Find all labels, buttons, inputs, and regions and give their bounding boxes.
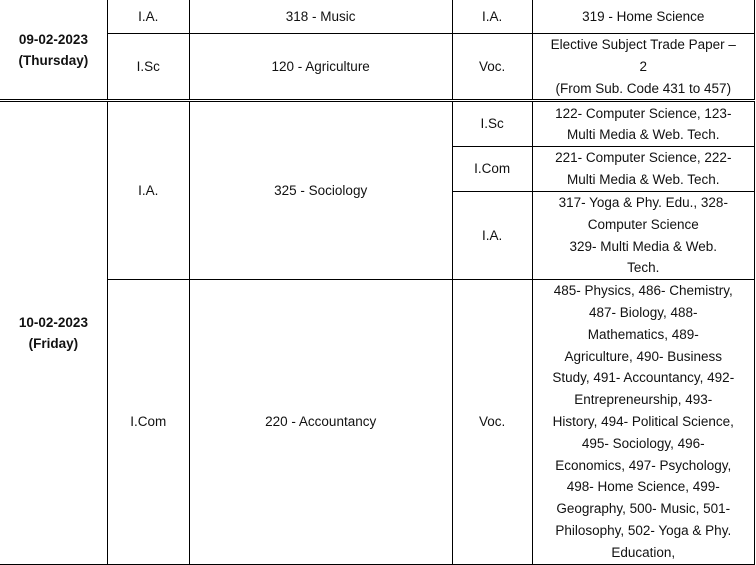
subject-cell: 220 - Accountancy bbox=[189, 280, 452, 564]
date-cell bbox=[0, 0, 107, 101]
stream-cell: I.A. bbox=[452, 191, 532, 279]
stream-cell: I.A. bbox=[107, 101, 189, 280]
subject-cell: 485- Physics, 486- Chemistry, 487- Biology, 488- Mathematics, 489- Agriculture, 490- Business Study, 491- Accountancy, 492- Entrepreneurship, 493- History, 494- Political Science, 495- Sociology, 496- Economics, 497- Psychology, 498- Home Science, 499- Geography, 500- Music, 501- Philosophy, 502- Yoga & Phy. Education, bbox=[532, 280, 754, 564]
subject-cell: 317- Yoga & Phy. Edu., 328- Computer Science 329- Multi Media & Web. Tech. bbox=[532, 191, 754, 279]
subject-cell: 325 - Sociology bbox=[189, 101, 452, 280]
subject-cell: Elective Subject Trade Paper – 2 (From Sub. Code 431 to 457) bbox=[532, 34, 754, 101]
subject-cell: 122- Computer Science, 123- Multi Media & Web. Tech. bbox=[532, 101, 754, 147]
stream-cell: I.Sc bbox=[452, 101, 532, 147]
stream-cell: Voc. bbox=[452, 280, 532, 564]
stream-cell: I.A. bbox=[452, 0, 532, 34]
stream-cell: I.Sc bbox=[107, 34, 189, 101]
subject-cell: 318 - Music bbox=[189, 0, 452, 34]
subject-cell: 120 - Agriculture bbox=[189, 34, 452, 101]
date-text: 09-02-2023 bbox=[18, 31, 88, 47]
table-row bbox=[0, 101, 755, 147]
date-text: 10-02-2023 bbox=[18, 314, 88, 330]
subject-cell: 319 - Home Science bbox=[532, 0, 754, 34]
date-cell bbox=[0, 101, 107, 564]
day-text: (Friday) bbox=[28, 335, 79, 351]
stream-cell: I.Com bbox=[452, 147, 532, 192]
subject-cell: 221- Computer Science, 222- Multi Media & Web. Tech. bbox=[532, 147, 754, 192]
table-row bbox=[0, 0, 755, 34]
stream-cell: Voc. bbox=[452, 34, 532, 101]
table-row bbox=[0, 34, 755, 101]
table-row bbox=[0, 280, 755, 564]
stream-cell: I.A. bbox=[107, 0, 189, 34]
day-text: (Thursday) bbox=[18, 52, 89, 68]
stream-cell: I.Com bbox=[107, 280, 189, 564]
